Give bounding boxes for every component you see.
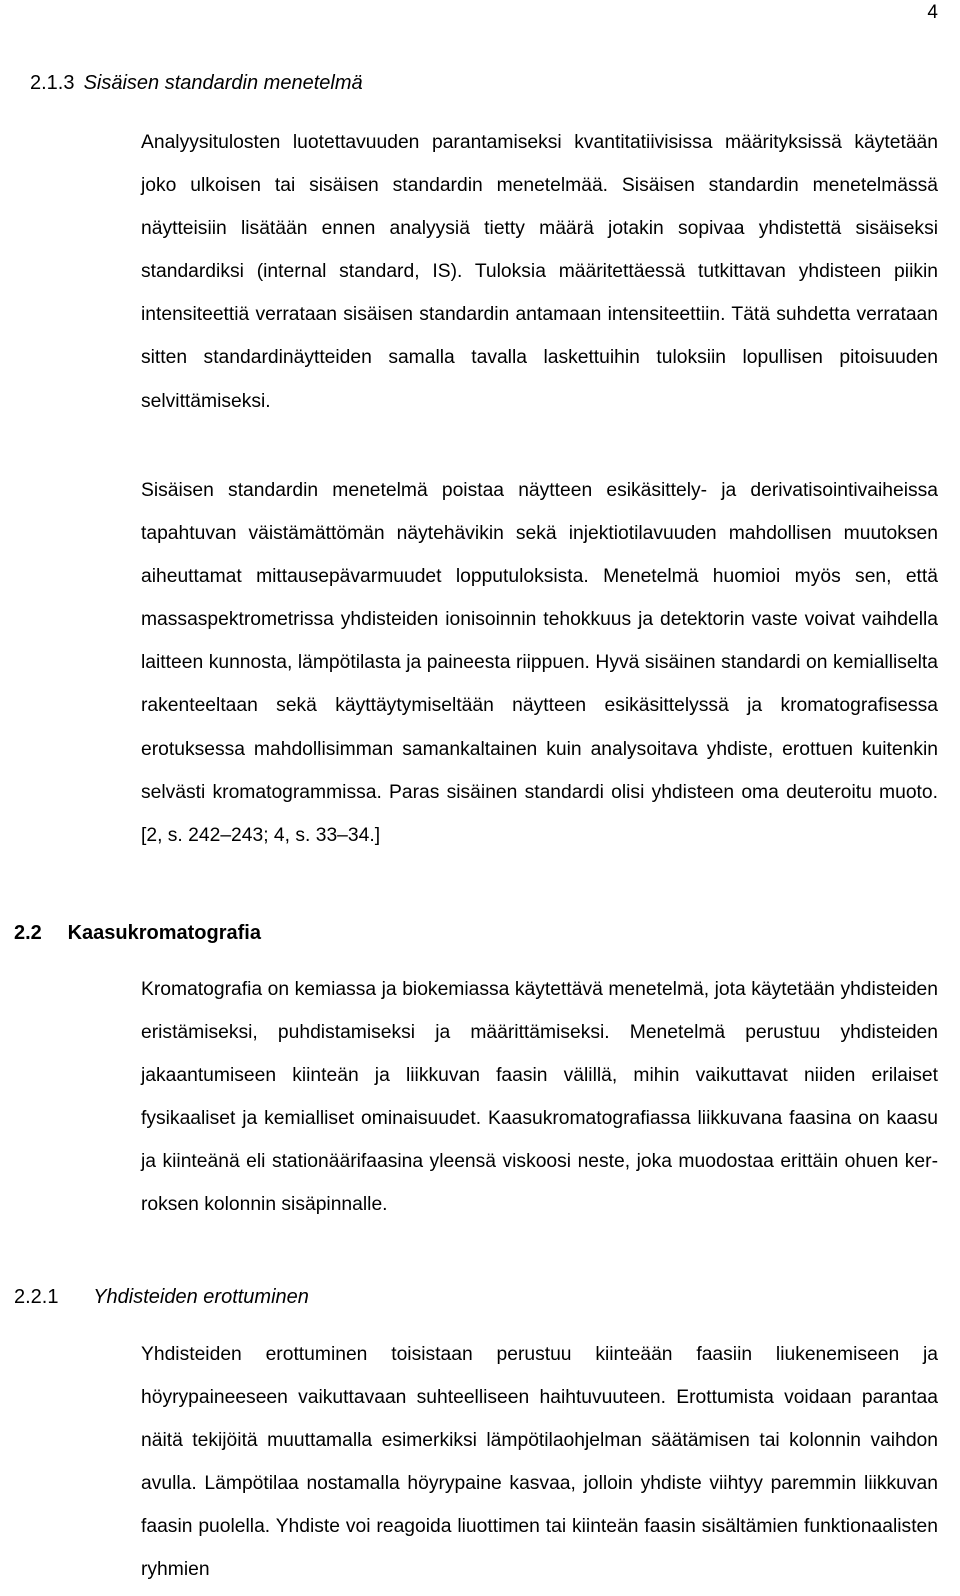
paragraph-gas-chromatography: Kromatografia on kemiassa ja biokemiassa käytettävä menetelmä, jota käytetään yhdisteiden eristämiseksi, puhdistamiseksi ja määrittämiseksi. Menetelmä perustuu yhdisteiden jakaantumiseen kiinteän ja liikkuvan faasin välillä, mihin vaikuttavat niiden erilaiset fysikaaliset ja kemialliset ominaisuudet. Kaasukromatografiassa liikkuvana faasina on kaasu ja kiinteänä eli stationäärifaasina yleensä viskoosi neste, joka muodostaa erittäin ohuen kerroksen kolonnin sisäpinnalle. xyxy=(141,979,938,1216)
section-title: Sisäisen standardin menetelmä xyxy=(83,72,363,94)
section-title: Yhdisteiden erottuminen xyxy=(93,1286,309,1308)
paragraph-internal-standard-intro: Analyysitulosten luotettavuuden parantamiseksi kvantitatiivisissa määrityksissä käytetään joko ulkoisen tai sisäisen standardin menetelmää. Sisäisen standardin menetelmässä näytteisiin lisätään ennen analyysiä tietty määrä jotakin sopivaa yhdistettä sisäiseksi standardiksi (internal standard, IS). Tuloksia määritettäessä tutkittavan yhdisteen piikin intensiteettiä verrataan sisäisen standardin antamaan intensiteettiin. Tätä suhdetta verrataan sitten standardinäytteiden samalla tavalla laskettuihin tuloksiin lopullisen pitoisuuden selvittämiseksi. xyxy=(141,132,938,412)
section-title: Kaasukromatografia xyxy=(67,922,261,944)
section-number: 2.1.3 xyxy=(30,72,75,94)
section-heading-2-2 xyxy=(14,922,261,945)
paragraph-internal-standard-benefits: Sisäisen standardin menetelmä poistaa näytteen esikäsittely- ja derivatisointivaiheissa tapahtuvan väistämättömän näytehävikin sekä injektiotilavuuden mahdollisen muutoksen aiheuttamat mittausepävarmuudet lopputuloksista. Menetelmä huomioi myös sen, että massaspektrometrissa yhdisteiden ionisoinnin tehokkuus ja detektorin vaste voivat vaihdella laitteen kunnosta, lämpötilasta ja paineesta riippuen. Hyvä sisäinen standardi on kemialliselta rakenteeltaan sekä käyttäytymiseltään näytteen esikäsittelyssä ja kromatografisessa erotuksessa mahdollisimman samankaltainen kuin analysoitava yhdiste, erottuen kuitenkin selvästi kromatogrammissa. Paras sisäinen standardi olisi yhdisteen oma deuteroitu muoto. [2, s. 242–243; 4, s. 33–34.] xyxy=(141,480,938,846)
section-heading-2-1-3 xyxy=(30,72,363,95)
page-number: 4 xyxy=(927,2,938,23)
paragraph-compound-separation: Yhdisteiden erottuminen toisistaan perustuu kiinteään faasiin liukenemiseen ja höyrypaineeseen vaikuttavaan suhteelliseen haihtuvuuteen. Erottumista voidaan parantaa näitä tekijöitä muuttamalla esimerkiksi lämpötilaohjelman säätämisen tai kolonnin vaihdon avulla. Lämpötilaa nostamalla höyrypaine kasvaa, jolloin yhdiste viihtyy paremmin liikkuvan faasin puolella. Yhdiste voi reagoida liuottimen tai kiinteän faasin sisältämien funktionaalisten ryhmien xyxy=(141,1344,938,1581)
section-heading-2-2-1 xyxy=(14,1286,309,1309)
section-number: 2.2.1 xyxy=(14,1286,59,1308)
section-number: 2.2 xyxy=(14,922,42,944)
